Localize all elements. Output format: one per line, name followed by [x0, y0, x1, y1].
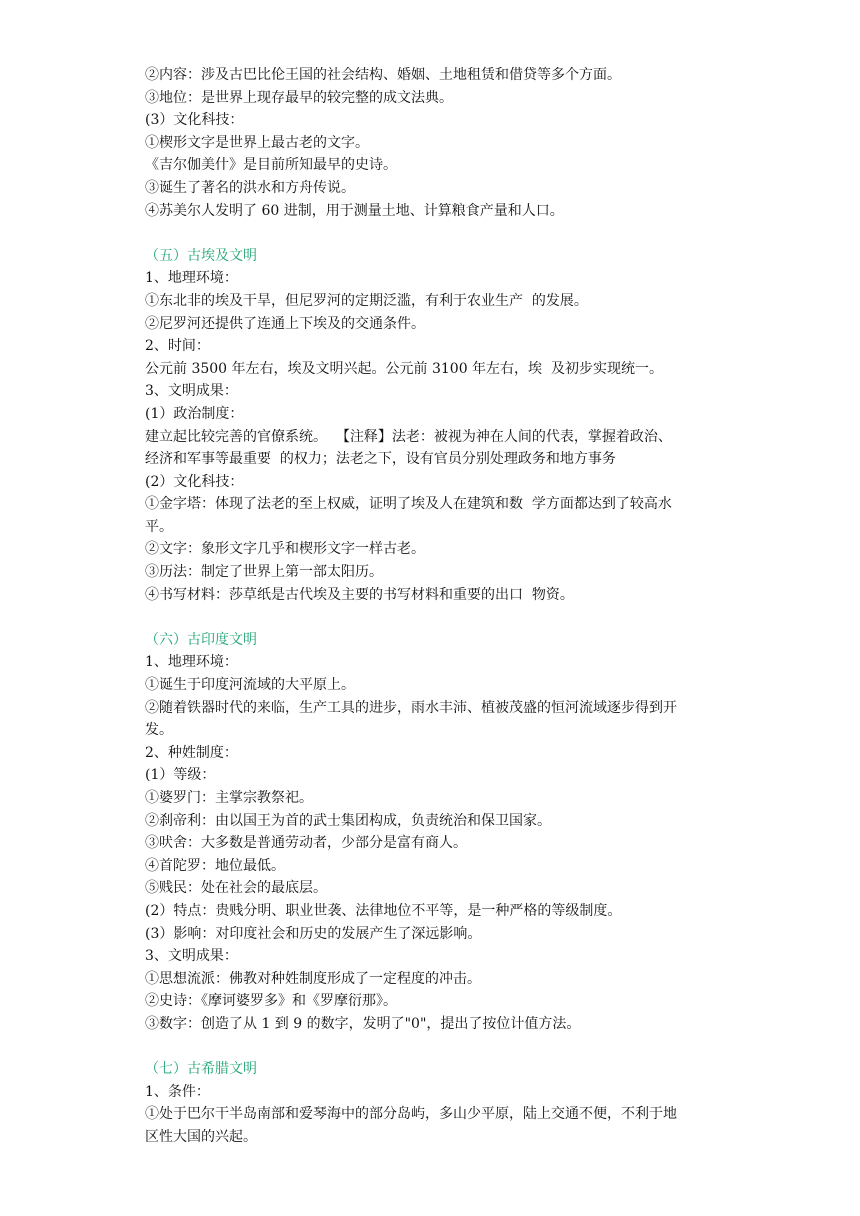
text-line: 3、文明成果：	[145, 948, 238, 965]
text-line: ②随着铁器时代的来临，生产工具的进步，雨水丰沛、植被茂盛的恒河流域逐步得到开	[145, 699, 677, 716]
text-line: ①东北非的埃及干旱，但尼罗河的定期泛滥，有利于农业生产 的发展。	[145, 292, 588, 309]
section-ancient-egypt	[145, 245, 725, 607]
text-line: 平。	[145, 518, 173, 535]
section-heading: （六）古印度文明	[145, 631, 257, 648]
text-line: 建立起比较完善的官僚系统。 【注释】法老：被视为神在人间的代表，掌握着政治、	[145, 428, 672, 445]
text-line: (3）文化科技：	[145, 112, 244, 129]
text-line: (2）文化科技：	[145, 473, 244, 490]
text-line: 2、种姓制度：	[145, 744, 238, 761]
text-line: ④首陀罗：地位最低。	[145, 857, 285, 874]
text-line: 1、地理环境：	[145, 270, 238, 287]
spacer	[145, 222, 725, 245]
text-line: 1、地理环境：	[145, 654, 238, 671]
text-line: ③数字：创造了从 1 到 9 的数字，发明了"0"，提出了按位计值方法。	[145, 1015, 581, 1032]
text-line: (2）特点：贵贱分明、职业世袭、法律地位不平等，是一种严格的等级制度。	[145, 902, 622, 919]
text-line: ①婆罗门：主掌宗教祭祀。	[145, 790, 313, 806]
section-heading: （七）古希腊文明	[145, 1061, 257, 1078]
text-line: ①金字塔：体现了法老的至上权威，证明了埃及人在建筑和数 学方面都达到了较高水	[145, 496, 672, 513]
text-line: 1、条件：	[145, 1083, 210, 1100]
text-line: ①诞生于印度河流域的大平原上。	[145, 677, 355, 694]
text-line: ①楔形文字是世界上最古老的文字。	[145, 134, 369, 151]
spacer	[145, 1036, 725, 1059]
section-ancient-greece	[145, 1058, 725, 1148]
text-line: ②文字：象形文字几乎和楔形文字一样古老。	[145, 541, 425, 558]
text-line: ③历法：制定了世界上第一部太阳历。	[145, 564, 383, 581]
text-line: 发。	[145, 722, 173, 739]
text-line: ②史诗：《摩诃婆罗多》和《罗摩衍那》。	[145, 993, 397, 1010]
text-line: ②尼罗河还提供了连通上下埃及的交通条件。	[145, 315, 425, 332]
text-line: 公元前 3500 年左右，埃及文明兴起。公元前 3100 年左右，埃 及初步实现统一。	[145, 360, 663, 377]
text-line: ⑤贱民：处在社会的最底层。	[145, 880, 327, 897]
text-line: ①思想流派：佛教对种姓制度形成了一定程度的冲击。	[145, 970, 481, 987]
text-line: 3、文明成果：	[145, 383, 238, 400]
section-ancient-india	[145, 629, 725, 1036]
text-line: ①处于巴尔干半岛南部和爱琴海中的部分岛屿，多山少平原，陆上交通不便，不利于地	[145, 1106, 677, 1123]
text-line: ②内容：涉及古巴比伦王国的社会结构、婚姻、土地租赁和借贷等多个方面。	[145, 67, 621, 83]
section-babylon-continued	[145, 64, 725, 222]
text-line: ③地位：是世界上现存最早的较完整的成文法典。	[145, 89, 453, 106]
text-line: ④书写材料：莎草纸是古代埃及主要的书写材料和重要的出口 物资。	[145, 586, 574, 603]
text-line: ④苏美尔人发明了 60 进制，用于测量土地、计算粮食产量和人口。	[145, 202, 564, 219]
text-line: 经济和军事等最重要 的权力；法老之下，设有官员分别处理政务和地方事务	[145, 451, 616, 468]
text-line: (3）影响：对印度社会和历史的发展产生了深远影响。	[145, 925, 482, 942]
section-heading: （五）古埃及文明	[145, 247, 257, 264]
text-line: 《吉尔伽美什》是目前所知最早的史诗。	[145, 157, 397, 174]
text-line: 2、时间：	[145, 338, 210, 355]
text-line: (1）政治制度：	[145, 405, 244, 422]
document-page	[145, 64, 725, 1149]
text-line: ③吠舍：大多数是普通劳动者，少部分是富有商人。	[145, 835, 467, 852]
text-line: ②刹帝利：由以国王为首的武士集团构成，负责统治和保卫国家。	[145, 812, 551, 829]
text-line: 区性大国的兴起。	[145, 1128, 257, 1145]
text-line: (1）等级：	[145, 767, 216, 784]
spacer	[145, 606, 725, 629]
text-line: ③诞生了著名的洪水和方舟传说。	[145, 179, 355, 196]
